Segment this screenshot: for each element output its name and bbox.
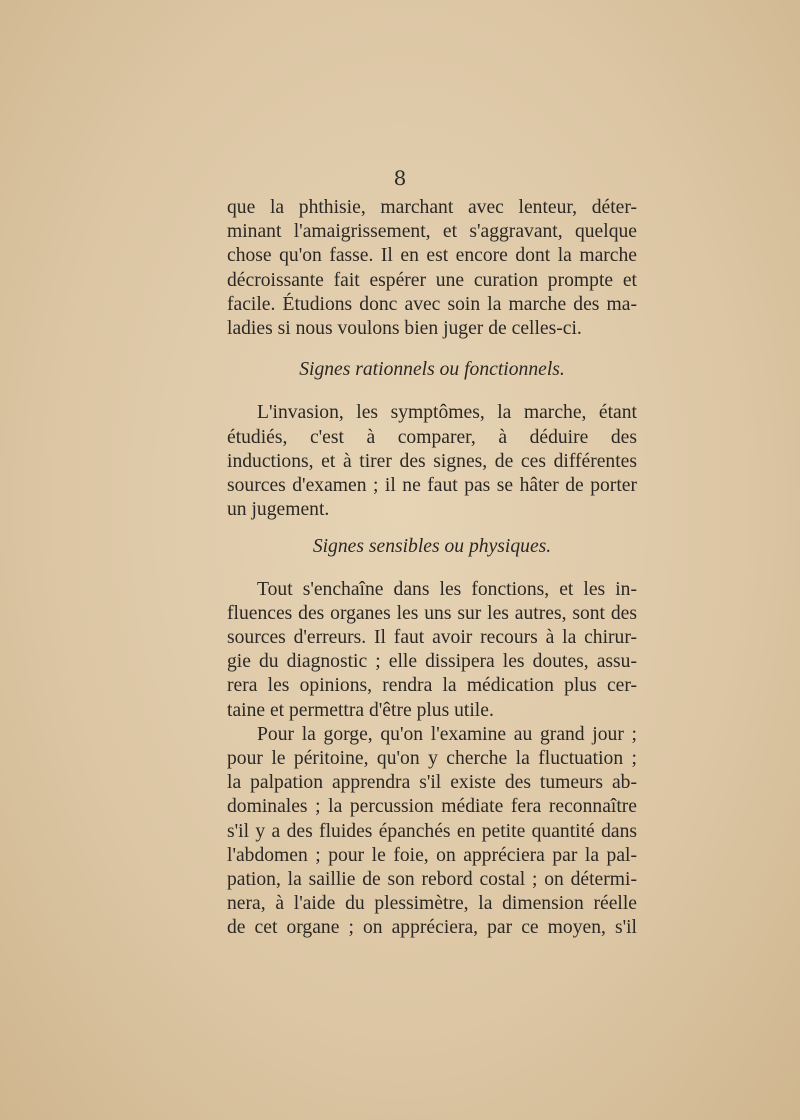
text-line: dominales ; la percussion médiate fera reconnaître	[227, 796, 637, 818]
paragraph-2	[227, 401, 637, 522]
text-line: rera les opinions, rendra la médication plus cer-	[227, 675, 637, 697]
text-line: nera, à l'aide du plessimètre, la dimension réelle	[227, 893, 637, 915]
page-number: 8	[393, 166, 407, 190]
paragraph-1	[227, 196, 637, 341]
text-line: sources d'examen ; il ne faut pas se hâter de porter	[227, 475, 637, 497]
section-heading-rational-signs: Signes rationnels ou fonctionnels.	[299, 359, 565, 381]
text-line: L'invasion, les symptômes, la marche, étant	[257, 402, 637, 424]
text-line: inductions, et à tirer des signes, de ces différentes	[227, 450, 637, 472]
text-line: facile. Étudions donc avec soin la marche des ma-	[227, 293, 637, 315]
text-line: l'abdomen ; pour le foie, on appréciera par la pal-	[227, 844, 637, 866]
paragraph-4	[227, 723, 637, 941]
text-line: que la phthisie, marchant avec lenteur, déter-	[227, 197, 637, 218]
text-line: minant l'amaigrissement, et s'aggravant, quelque	[227, 221, 637, 243]
text-line: Pour la gorge, qu'on l'examine au grand jour ;	[257, 723, 637, 745]
text-line: s'il y a des fluides épanchés en petite quantité dans	[227, 820, 637, 842]
text-line: chose qu'on fasse. Il en est encore dont la marche	[227, 245, 637, 267]
text-line: étudiés, c'est à comparer, à déduire des	[227, 426, 637, 448]
text-line: ladies si nous voulons bien juger de celles-ci.	[227, 318, 582, 340]
paragraph-3	[227, 578, 637, 723]
text-line: sources d'erreurs. Il faut avoir recours à la chirur-	[227, 627, 637, 649]
text-line: décroissante fait espérer une curation prompte et	[227, 269, 637, 291]
body-text	[227, 196, 637, 941]
text-line: gie du diagnostic ; elle dissipera les doutes, assu-	[227, 651, 637, 673]
text-line: un jugement.	[227, 499, 330, 521]
text-line: fluences des organes les uns sur les autres, sont des	[227, 602, 637, 624]
text-line: pation, la saillie de son rebord costal ; on détermi-	[227, 869, 637, 891]
text-line: pour le péritoine, qu'on y cherche la fluctuation ;	[227, 748, 637, 770]
text-line: de cet organe ; on appréciera, par ce moyen, s'il	[227, 917, 637, 939]
text-line: Tout s'enchaîne dans les fonctions, et les in-	[257, 578, 637, 600]
text-line: la palpation apprendra s'il existe des tumeurs ab-	[227, 772, 637, 794]
section-heading-physical-signs: Signes sensibles ou physiques.	[312, 536, 552, 558]
text-line: taine et permettra d'être plus utile.	[227, 699, 494, 721]
